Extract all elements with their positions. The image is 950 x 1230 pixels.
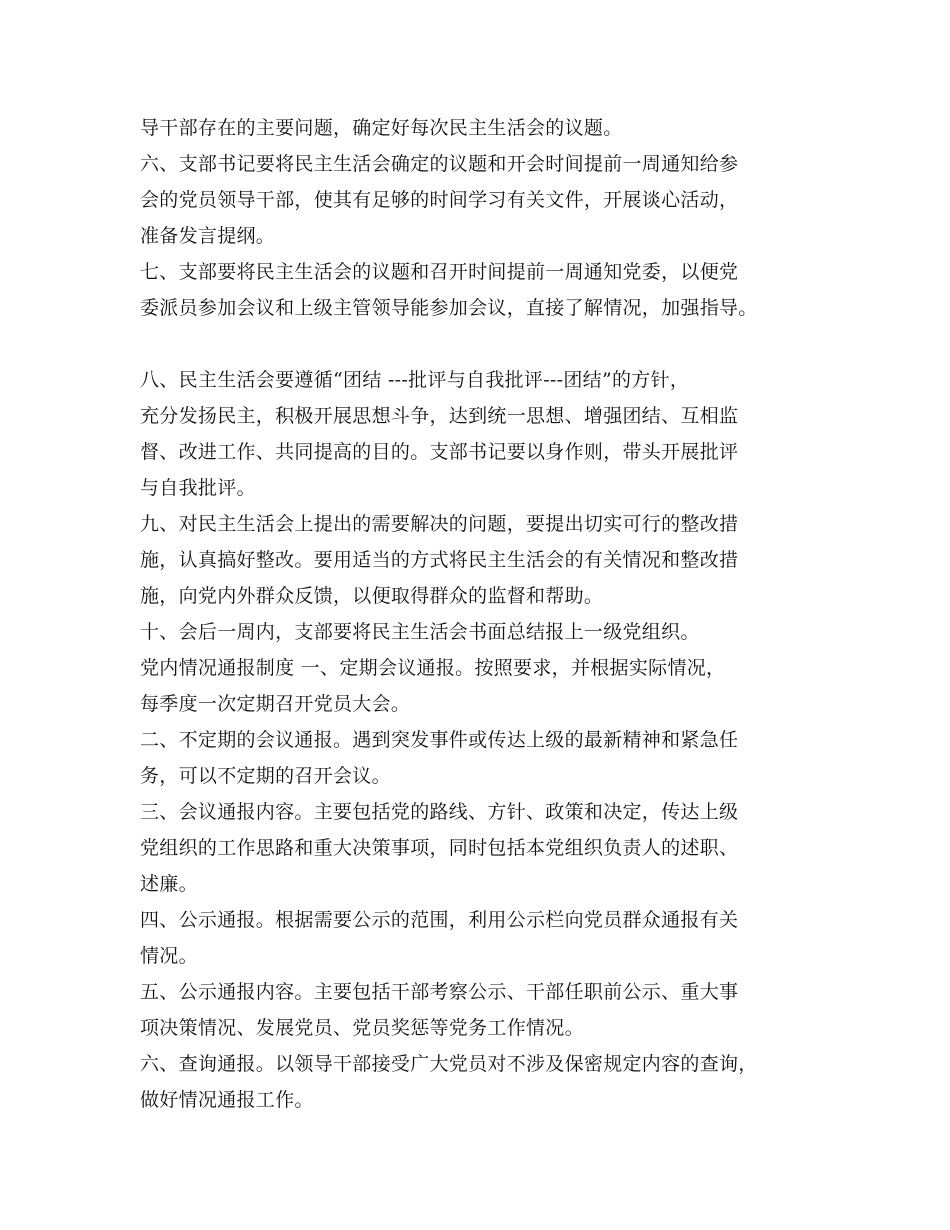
text-line: 务，可以不定期的召开会议。 bbox=[140, 765, 391, 787]
text-line: 情况。 bbox=[140, 945, 198, 967]
text-line: 充分发扬民主，积极开展思想斗争，达到统一思想、增强团结、互相监 bbox=[140, 405, 739, 427]
text-line: 督、改进工作、共同提高的目的。支部书记要以身作则，带头开展批评 bbox=[140, 441, 739, 463]
text-line: 八、民主生活会要遵循“团结 ---批评与自我批评---团结”的方针， bbox=[140, 369, 690, 391]
text-line: 准备发言提纲。 bbox=[140, 225, 276, 247]
text-line: 每季度一次定期召开党员大会。 bbox=[140, 693, 411, 715]
text-line: 导干部存在的主要问题，确定好每次民主生活会的议题。 bbox=[140, 117, 623, 139]
text-line: 施，向党内外群众反馈，以便取得群众的监督和帮助。 bbox=[140, 585, 604, 607]
text-line: 十、会后一周内，支部要将民主生活会书面总结报上一级党组织。 bbox=[140, 621, 700, 643]
text-line: 四、公示通报。根据需要公示的范围，利用公示栏向党员群众通报有关 bbox=[140, 909, 739, 931]
text-line: 六、支部书记要将民主生活会确定的议题和开会时间提前一周通知给参 bbox=[140, 153, 739, 175]
text-line: 施，认真搞好整改。要用适当的方式将民主生活会的有关情况和整改措 bbox=[140, 549, 739, 571]
text-line: 二、不定期的会议通报。遇到突发事件或传达上级的最新精神和紧急任 bbox=[140, 729, 739, 751]
text-line: 党内情况通报制度 一、定期会议通报。按照要求，并根据实际情况， bbox=[140, 657, 726, 679]
text-line: 六、查询通报。以领导干部接受广大党员对不涉及保密规定内容的查询， bbox=[140, 1053, 758, 1075]
text-line: 项决策情况、发展党员、党员奖惩等党务工作情况。 bbox=[140, 1017, 584, 1039]
text-line: 述廉。 bbox=[140, 873, 198, 895]
text-line: 会的党员领导干部，使其有足够的时间学习有关文件，开展谈心活动， bbox=[140, 189, 739, 211]
text-line: 与自我批评。 bbox=[140, 477, 256, 499]
text-line: 五、公示通报内容。主要包括干部考察公示、干部任职前公示、重大事 bbox=[140, 981, 739, 1003]
text-line: 三、会议通报内容。主要包括党的路线、方针、政策和决定，传达上级 bbox=[140, 801, 739, 823]
text-line: 党组织的工作思路和重大决策事项，同时包括本党组织负责人的述职、 bbox=[140, 837, 739, 859]
text-line: 做好情况通报工作。 bbox=[140, 1089, 314, 1111]
text-line: 委派员参加会议和上级主管领导能参加会议，直接了解情况，加强指导。 bbox=[140, 297, 758, 319]
text-line: 九、对民主生活会上提出的需要解决的问题，要提出切实可行的整改措 bbox=[140, 513, 739, 535]
text-line: 七、支部要将民主生活会的议题和召开时间提前一周通知党委，以便党 bbox=[140, 261, 739, 283]
